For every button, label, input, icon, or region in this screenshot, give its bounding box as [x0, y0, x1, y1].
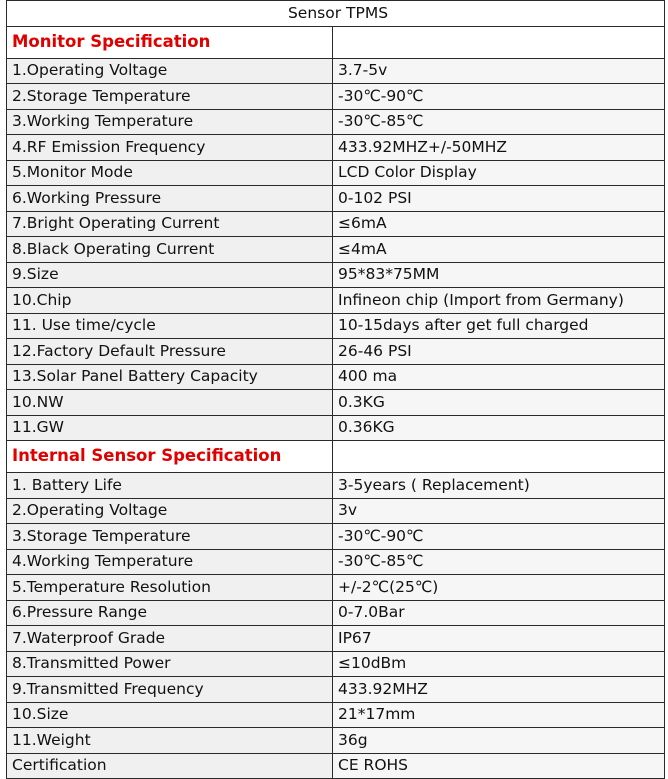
table-row — [7, 237, 665, 263]
spec-value: 10-15days after get full charged — [333, 313, 665, 339]
spec-label: 11. Use time/cycle — [7, 313, 333, 339]
spec-value: 433.92MHZ — [333, 677, 665, 703]
table-row — [7, 364, 665, 390]
spec-value: ≤4mA — [333, 237, 665, 263]
table-row — [7, 415, 665, 441]
spec-label: 1. Battery Life — [7, 473, 333, 499]
table-row — [7, 677, 665, 703]
table-row — [7, 524, 665, 550]
spec-value: -30℃-90℃ — [333, 524, 665, 550]
spec-label: 8.Black Operating Current — [7, 237, 333, 263]
table-row — [7, 211, 665, 237]
spec-value: 3v — [333, 498, 665, 524]
spec-label: 5.Monitor Mode — [7, 160, 333, 186]
spec-label: 10.NW — [7, 390, 333, 416]
spec-label: 5.Temperature Resolution — [7, 575, 333, 601]
spec-value: Infineon chip (Import from Germany) — [333, 288, 665, 314]
spec-label: 11.Weight — [7, 728, 333, 754]
spec-label: 2.Storage Temperature — [7, 84, 333, 110]
table-row — [7, 626, 665, 652]
spec-value: 400 ma — [333, 364, 665, 390]
spec-label: 10.Size — [7, 702, 333, 728]
spec-label: 12.Factory Default Pressure — [7, 339, 333, 365]
table-row — [7, 313, 665, 339]
spec-value: LCD Color Display — [333, 160, 665, 186]
spec-value: -30℃-85℃ — [333, 549, 665, 575]
spec-value: 433.92MHZ+/-50MHZ — [333, 135, 665, 161]
spec-label: 3.Storage Temperature — [7, 524, 333, 550]
sensor-section-header — [7, 441, 665, 473]
spec-label: 7.Waterproof Grade — [7, 626, 333, 652]
spec-label: 6.Working Pressure — [7, 186, 333, 212]
table-row — [7, 390, 665, 416]
spec-label: 4.RF Emission Frequency — [7, 135, 333, 161]
spec-value: IP67 — [333, 626, 665, 652]
spec-value: 3-5years ( Replacement) — [333, 473, 665, 499]
section-heading-blank — [333, 26, 665, 58]
table-title: Sensor TPMS — [7, 1, 665, 27]
spec-label: 1.Operating Voltage — [7, 58, 333, 84]
table-row — [7, 702, 665, 728]
table-row — [7, 549, 665, 575]
spec-label: 4.Working Temperature — [7, 549, 333, 575]
spec-label: 2.Operating Voltage — [7, 498, 333, 524]
spec-value: +/-2℃(25℃) — [333, 575, 665, 601]
table-row — [7, 728, 665, 754]
section-heading-blank — [333, 441, 665, 473]
section-heading: Internal Sensor Specification — [7, 441, 333, 473]
spec-value: 0.36KG — [333, 415, 665, 441]
spec-label: 7.Bright Operating Current — [7, 211, 333, 237]
table-row — [7, 186, 665, 212]
spec-label: 3.Working Temperature — [7, 109, 333, 135]
spec-value: 36g — [333, 728, 665, 754]
table-row — [7, 473, 665, 499]
spec-label: 11.GW — [7, 415, 333, 441]
section-heading: Monitor Specification — [7, 26, 333, 58]
spec-value: ≤6mA — [333, 211, 665, 237]
spec-label: 6.Pressure Range — [7, 600, 333, 626]
spec-label: 10.Chip — [7, 288, 333, 314]
spec-value: 95*83*75MM — [333, 262, 665, 288]
table-row — [7, 109, 665, 135]
table-row — [7, 575, 665, 601]
spec-label: 9.Size — [7, 262, 333, 288]
table-row — [7, 498, 665, 524]
table-row — [7, 651, 665, 677]
table-row — [7, 58, 665, 84]
table-row — [7, 160, 665, 186]
table-row — [7, 339, 665, 365]
monitor-section-header — [7, 26, 665, 58]
spec-label: Certification — [7, 753, 333, 779]
table-row — [7, 135, 665, 161]
spec-value: 0.3KG — [333, 390, 665, 416]
spec-value: ≤10dBm — [333, 651, 665, 677]
spec-value: -30℃-85℃ — [333, 109, 665, 135]
table-row — [7, 600, 665, 626]
spec-value: 0-7.0Bar — [333, 600, 665, 626]
spec-value: 21*17mm — [333, 702, 665, 728]
table-row — [7, 262, 665, 288]
spec-value: -30℃-90℃ — [333, 84, 665, 110]
spec-label: 9.Transmitted Frequency — [7, 677, 333, 703]
table-row — [7, 753, 665, 779]
spec-value: 26-46 PSI — [333, 339, 665, 365]
spec-label: 13.Solar Panel Battery Capacity — [7, 364, 333, 390]
spec-label: 8.Transmitted Power — [7, 651, 333, 677]
spec-value: CE ROHS — [333, 753, 665, 779]
table-row — [7, 84, 665, 110]
spec-value: 3.7-5v — [333, 58, 665, 84]
spec-value: 0-102 PSI — [333, 186, 665, 212]
spec-table — [6, 0, 665, 779]
table-row — [7, 288, 665, 314]
